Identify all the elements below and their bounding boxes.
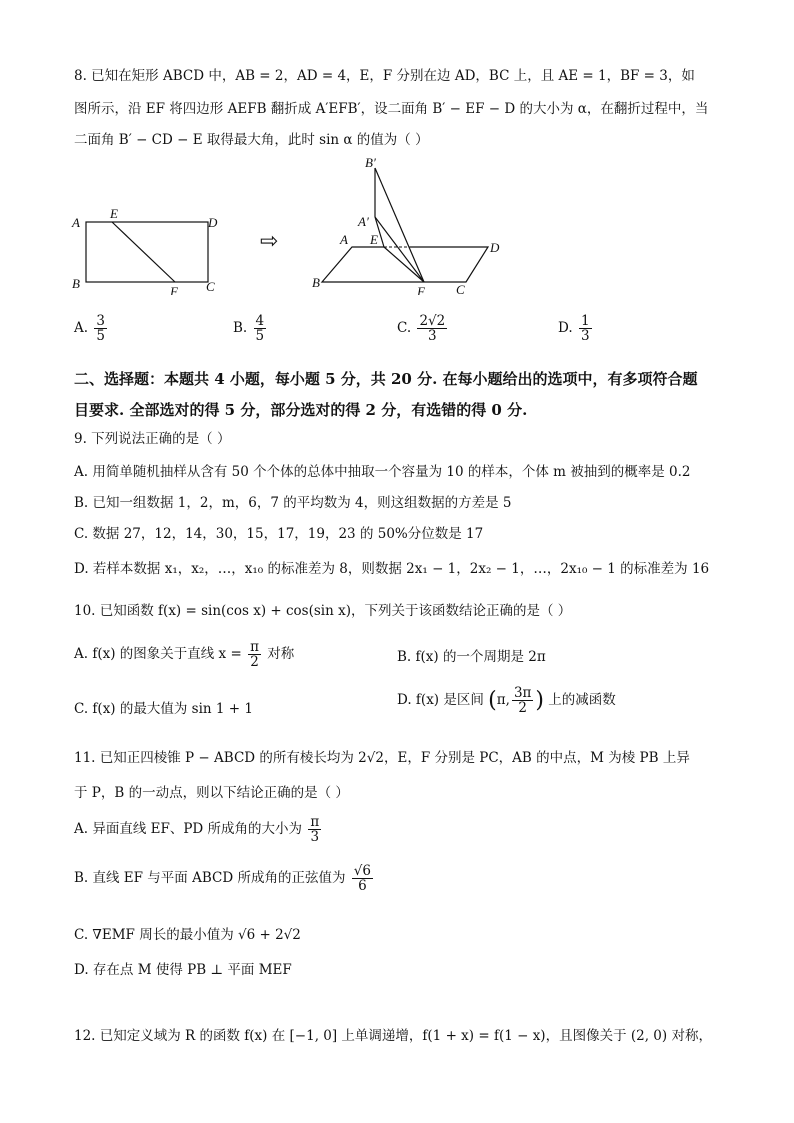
q9-stem: 9. 下列说法正确的是（ ） [74, 431, 231, 447]
segment-ef-folded [384, 247, 424, 282]
fraction [94, 314, 107, 343]
label-b-right: B [312, 275, 320, 290]
numerator: 2√2 [419, 313, 446, 329]
label-a-prime: A′ [358, 214, 369, 229]
q9-option-d: D. 若样本数据 x₁，x₂，…，x₁₀ 的标准差为 8，则数据 2x₁ − 1，2x₂ − 1，…，2x₁₀ − 1 的标准差为 16 [74, 561, 710, 577]
fraction-pi-3 [308, 815, 321, 844]
q10-option-a [74, 640, 294, 669]
option-a-suffix: 对称 [267, 646, 295, 662]
numerator: π [310, 814, 320, 830]
rectangle-abcd [86, 222, 208, 282]
parallelogram-base [322, 247, 488, 282]
option-label: D. [558, 320, 573, 336]
section-heading-line-1: 二、选择题：本题共 4 小题，每小题 5 分，共 20 分. 在每小题给出的选项中，有多项符合题 [74, 370, 698, 388]
option-label: C. [397, 320, 412, 336]
denominator: 3 [580, 328, 590, 344]
interval-start: π, [496, 692, 510, 708]
numerator: 3π [513, 685, 532, 701]
q8-line-2: 图所示，沿 EF 将四边形 AEFB 翻折成 A′EFB′，设二面角 B′ − EF − D 的大小为 α，在翻折过程中，当 [74, 101, 709, 117]
q11-option-d: D. 存在点 M 使得 PB ⊥ 平面 MEF [74, 962, 292, 978]
q8-line-3: 二面角 B′ − CD − E 取得最大角，此时 sin α 的值为（ ） [74, 132, 429, 148]
numerator: 1 [580, 313, 590, 329]
q8-option-c [397, 314, 449, 343]
q9-option-a: A. 用简单随机抽样从含有 50 个个体的总体中抽取一个容量为 10 的样本，个体 m 被抽到的概率是 0.2 [74, 464, 691, 480]
q10-option-d [397, 686, 616, 715]
section-heading-line-2: 目要求. 全部选对的得 5 分，部分选对的得 2 分，有选错的得 0 分. [74, 401, 528, 419]
label-b: B [72, 276, 80, 291]
label-d: D [208, 215, 218, 230]
option-b-text: B. 直线 EF 与平面 ABCD 所成角的正弦值为 [74, 870, 346, 886]
q12-line-1: 12. 已知定义域为 R 的函数 f(x) 在 [−1, 0] 上单调递增，f(1 + x) = f(1 − x)，且图像关于 (2, 0) 对称， [74, 1028, 712, 1044]
label-f: F [170, 284, 178, 295]
q9-option-c: C. 数据 27，12，14，30，15，17，19，23 的 50%分位数是 17 [74, 526, 484, 542]
label-c: C [206, 279, 215, 294]
q11-line-2: 于 P，B 的一动点，则以下结论正确的是（ ） [74, 785, 349, 801]
denominator: 3 [428, 328, 437, 344]
numerator: π [250, 639, 259, 655]
label-d-right: D [490, 240, 500, 255]
q8-option-d [558, 314, 594, 343]
denominator: 5 [255, 328, 265, 344]
label-b-prime: B′ [365, 155, 376, 170]
denominator: 3 [310, 829, 320, 845]
label-a-right: A [340, 232, 348, 247]
q11-option-a [74, 815, 323, 844]
segment-b-prime-f [375, 168, 424, 282]
denominator: 2 [250, 654, 259, 670]
fraction-3pi-2 [512, 686, 533, 715]
segment-ef [112, 222, 175, 282]
q8-line-1: 8. 已知在矩形 ABCD 中，AB = 2，AD = 4，E，F 分别在边 AD，BC 上，且 AE = 1，BF = 3，如 [74, 68, 695, 84]
q8-option-b [233, 314, 268, 343]
option-a-text: A. f(x) 的图象关于直线 x = [74, 646, 242, 662]
left-paren: ( [488, 688, 497, 713]
fraction [417, 314, 447, 343]
option-d-suffix: 上的减函数 [548, 692, 616, 708]
arrow-icon: ⇨ [260, 228, 279, 253]
option-a-text: A. 异面直线 EF、PD 所成角的大小为 [74, 821, 303, 837]
denominator: 2 [518, 700, 527, 716]
fraction [579, 314, 592, 343]
label-c-right: C [456, 282, 465, 295]
q11-line-1: 11. 已知正四棱锥 P − ABCD 的所有棱长均为 2√2，E，F 分别是 PC，AB 的中点，M 为棱 PB 上异 [74, 750, 690, 766]
q8-option-a [74, 314, 109, 343]
q9-option-b: B. 已知一组数据 1，2，m，6，7 的平均数为 4，则这组数据的方差是 5 [74, 495, 512, 511]
q8-figure [0, 155, 794, 295]
numerator: 3 [96, 313, 105, 329]
fraction-pi-2 [248, 640, 261, 669]
label-e: E [110, 206, 118, 221]
numerator: √6 [353, 863, 371, 879]
option-d-text: D. f(x) 是区间 [397, 692, 484, 708]
fraction [254, 314, 267, 343]
fraction-root6-6 [352, 864, 373, 893]
q11-option-b [74, 864, 375, 893]
label-e-right: E [370, 232, 378, 247]
denominator: 5 [96, 328, 105, 344]
denominator: 6 [358, 878, 367, 894]
q10-option-c: C. f(x) 的最大值为 sin 1 + 1 [74, 701, 253, 717]
q10-stem: 10. 已知函数 f(x) = sin(cos x) + cos(sin x)，下列关于该函数结论正确的是（ ） [74, 603, 572, 619]
q11-option-c: C. ∇EMF 周长的最小值为 √6 + 2√2 [74, 927, 301, 943]
label-f-right: F [417, 284, 425, 295]
numerator: 4 [255, 313, 265, 329]
option-label: A. [74, 320, 89, 336]
segment-a-prime-f [375, 217, 424, 282]
right-paren: ) [535, 688, 544, 713]
q10-option-b: B. f(x) 的一个周期是 2π [397, 649, 546, 665]
option-label: B. [233, 320, 248, 336]
label-a: A [72, 215, 80, 230]
